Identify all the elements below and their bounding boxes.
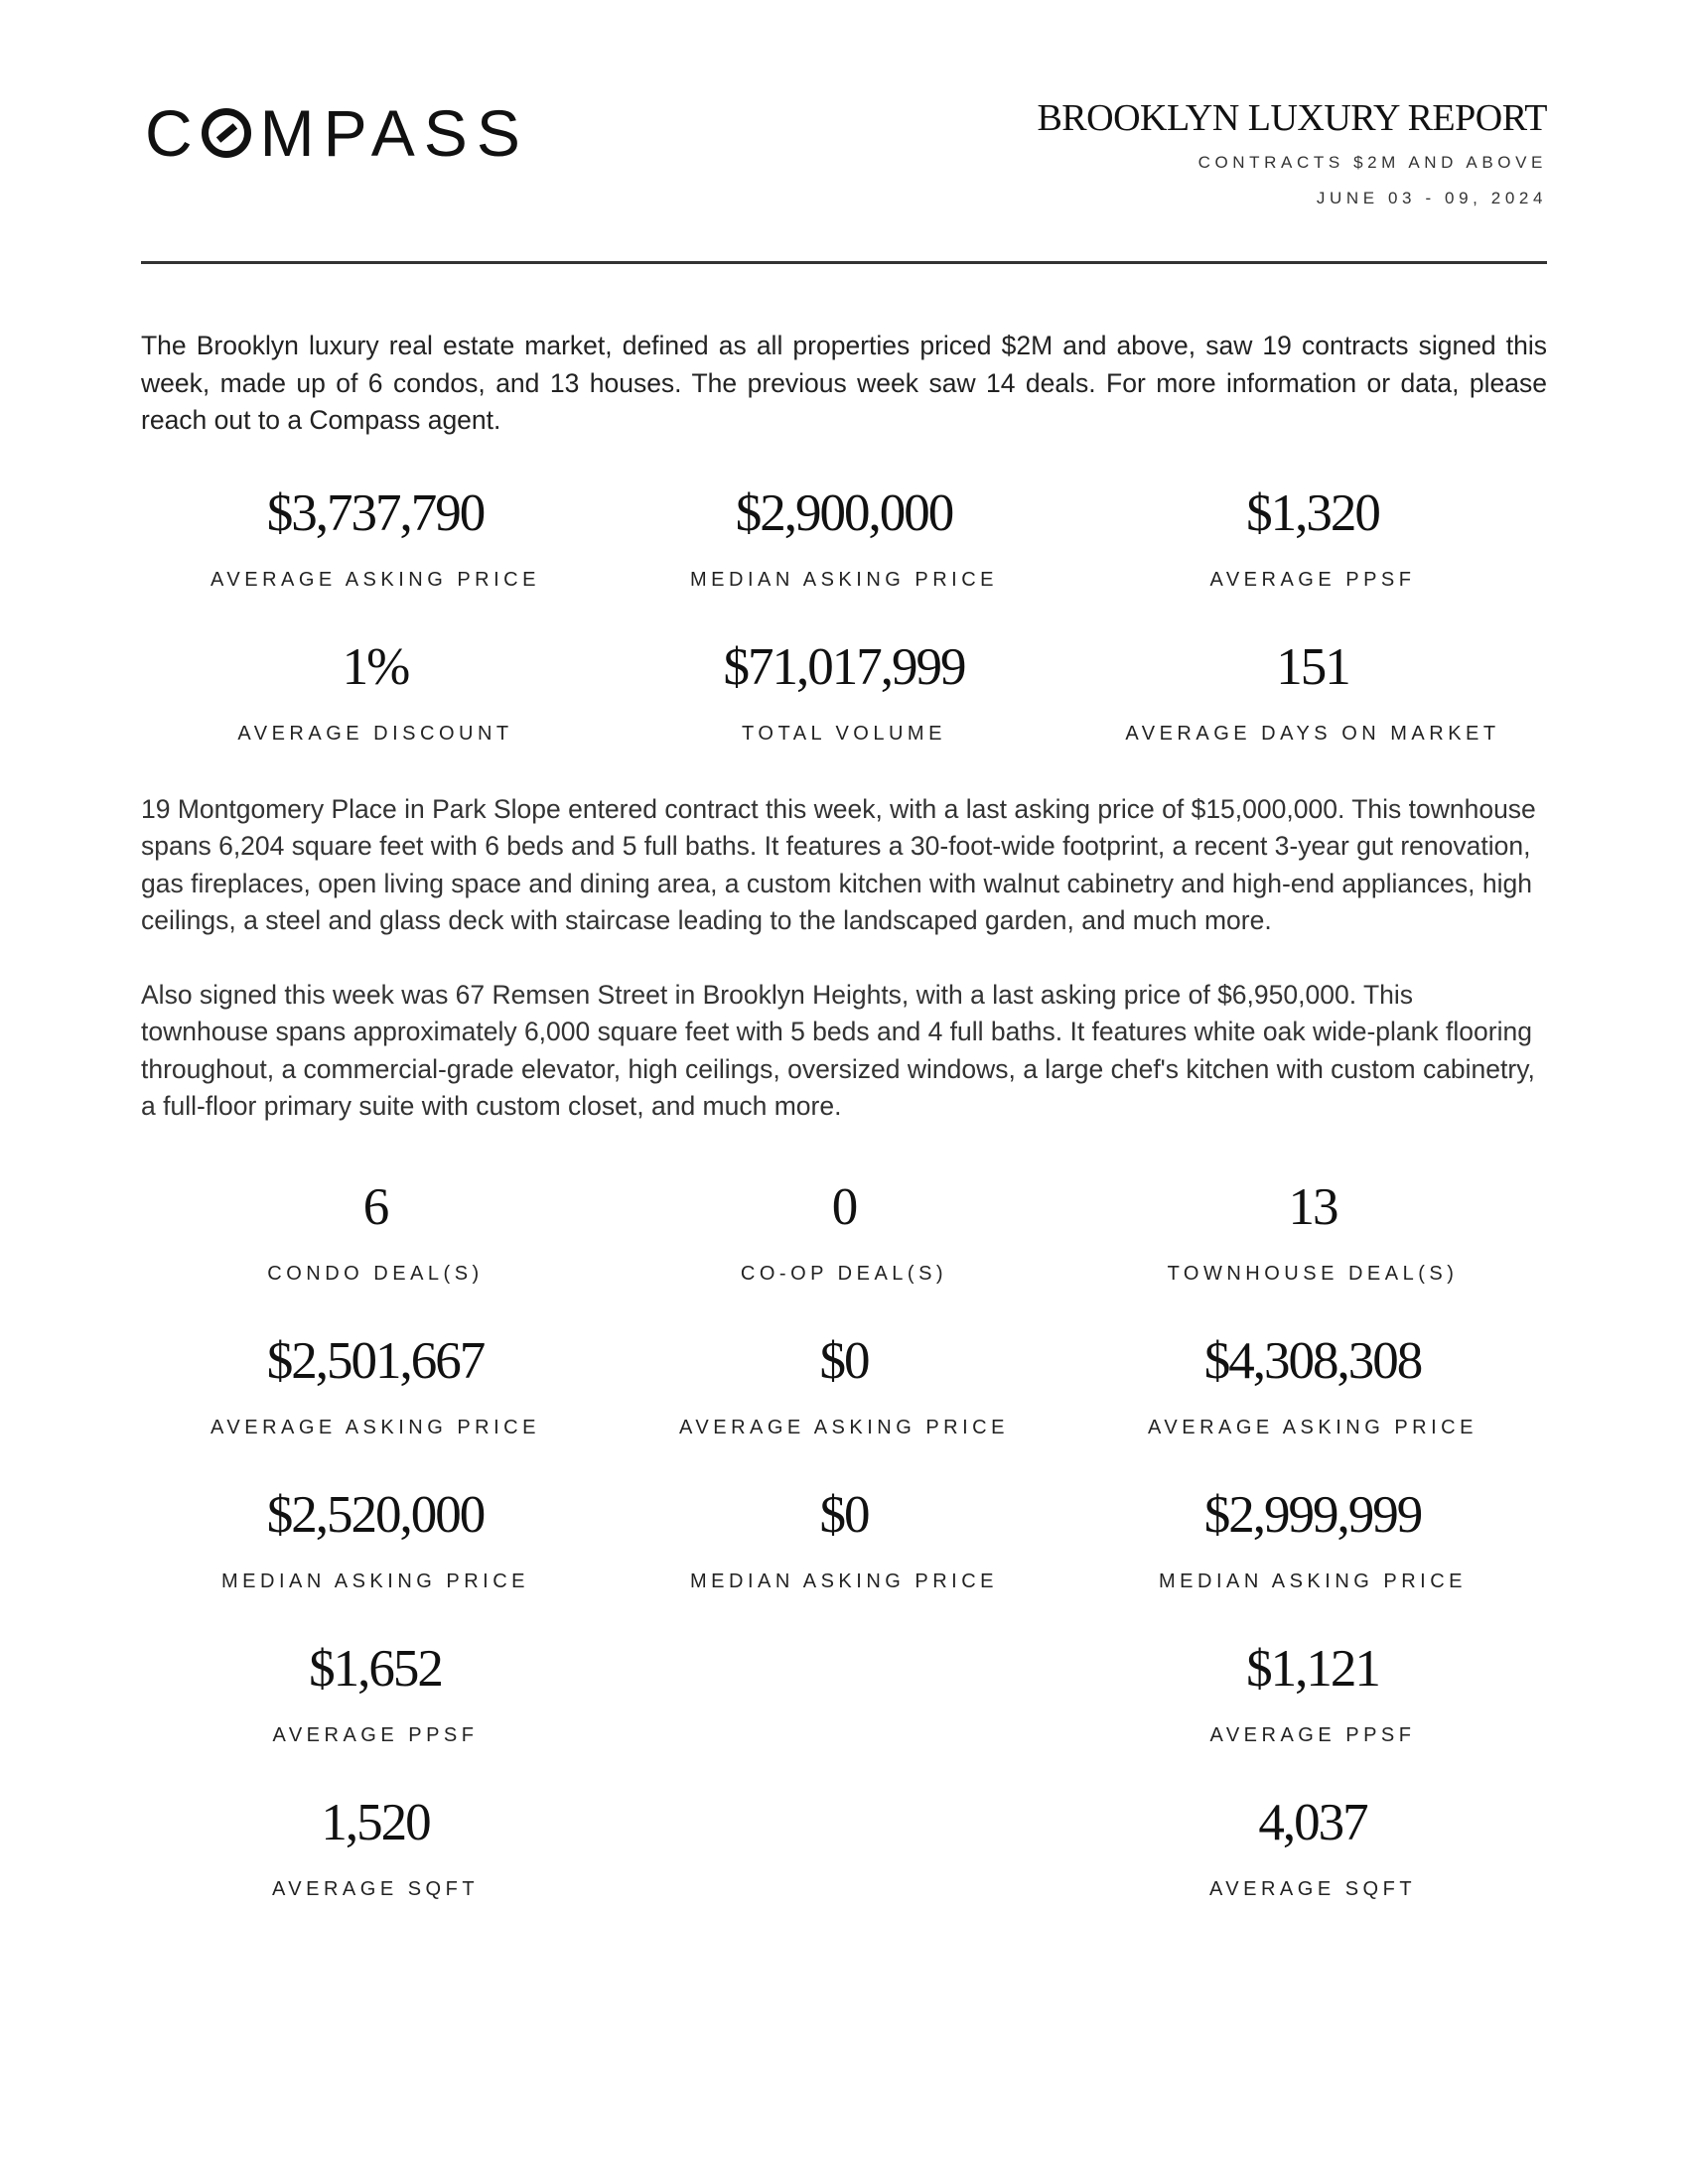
stat-value: $0 — [819, 1331, 869, 1390]
stat-total-volume — [610, 637, 1078, 745]
property-type-breakdown-grid — [141, 1177, 1547, 1900]
report-title: BROOKLYN LUXURY REPORT — [1037, 97, 1547, 139]
stat-label: MEDIAN ASKING PRICE — [221, 1570, 529, 1592]
stat-label: AVERAGE ASKING PRICE — [1148, 1416, 1477, 1438]
stat-value: $2,900,000 — [735, 483, 953, 542]
stat-value: $71,017,999 — [723, 637, 965, 696]
townhouse-average-asking-price — [1078, 1331, 1547, 1438]
stat-value: $2,999,999 — [1203, 1485, 1422, 1544]
stat-value: $4,308,308 — [1203, 1331, 1422, 1390]
report-date-range: JUNE 03 - 09, 2024 — [1316, 189, 1547, 207]
stat-label: AVERAGE SQFT — [1208, 1877, 1417, 1900]
stat-average-ppsf — [1078, 483, 1547, 591]
stat-value: $0 — [819, 1485, 869, 1544]
stat-value: 6 — [362, 1177, 388, 1236]
compass-o-icon — [202, 108, 251, 158]
stat-label: AVERAGE DISCOUNT — [237, 722, 513, 745]
stat-label: TOTAL VOLUME — [742, 722, 946, 745]
stat-label: CONDO DEAL(S) — [267, 1262, 484, 1285]
stat-label: CO-OP DEAL(S) — [740, 1262, 948, 1285]
stat-value: $2,501,667 — [266, 1331, 485, 1390]
stat-label: MEDIAN ASKING PRICE — [690, 568, 998, 591]
stat-value: 4,037 — [1258, 1793, 1367, 1851]
stat-label: TOWNHOUSE DEAL(S) — [1167, 1262, 1459, 1285]
stat-value: 13 — [1288, 1177, 1337, 1236]
condo-average-ppsf — [141, 1639, 610, 1746]
stat-average-asking-price — [141, 483, 610, 591]
stat-average-discount — [141, 637, 610, 745]
report-title-block — [1037, 99, 1547, 206]
coop-empty-cell — [610, 1643, 1078, 1745]
townhouse-average-ppsf — [1078, 1639, 1547, 1746]
stat-label: AVERAGE ASKING PRICE — [679, 1416, 1009, 1438]
stat-value: 151 — [1276, 637, 1349, 696]
stat-value: $1,121 — [1246, 1639, 1379, 1698]
stat-median-asking-price — [610, 483, 1078, 591]
coop-deals — [610, 1177, 1078, 1285]
townhouse-deals — [1078, 1177, 1547, 1285]
report-header — [141, 0, 1547, 264]
condo-average-asking-price — [141, 1331, 610, 1438]
stat-label: MEDIAN ASKING PRICE — [1159, 1570, 1467, 1592]
stat-label: AVERAGE PPSF — [1209, 1723, 1416, 1746]
logo-wordmark — [145, 96, 529, 170]
highlight-paragraph-remsen: Also signed this week was 67 Remsen Street in Brooklyn Heights, with a last asking price of $6,950,000. This townhouse spans approximately 6,000 square feet with 5 beds and 4 full baths. It features white oak wide-plank flooring throughout, a commercial-grade elevator, high ceilings, oversized windows, a large chef's kitchen with custom cabinetry, a full-floor primary suite with custom closet, and much more. — [141, 979, 1535, 1121]
stat-label: AVERAGE DAYS ON MARKET — [1125, 722, 1500, 745]
stat-label: AVERAGE SQFT — [271, 1877, 480, 1900]
report-subtitle: CONTRACTS $2M AND ABOVE — [1197, 153, 1547, 172]
report-page — [141, 0, 1547, 1899]
logo-letter-c: C — [145, 96, 202, 170]
stat-average-days-on-market — [1078, 637, 1547, 745]
stat-value: $3,737,790 — [266, 483, 485, 542]
stat-label: MEDIAN ASKING PRICE — [690, 1570, 998, 1592]
coop-median-asking-price — [610, 1485, 1078, 1592]
stat-label: AVERAGE PPSF — [272, 1723, 479, 1746]
stat-label: AVERAGE PPSF — [1209, 568, 1416, 591]
stat-label: AVERAGE ASKING PRICE — [211, 568, 540, 591]
townhouse-median-asking-price — [1078, 1485, 1547, 1592]
condo-average-sqft — [141, 1793, 610, 1900]
intro-paragraph: The Brooklyn luxury real estate market, defined as all properties priced $2M and above, saw 19 contracts signed this week, made up of 6 condos, and 13 houses. The previous week saw 14 deals. For more information or data, please reach out to a Compass agent. — [141, 331, 1547, 435]
stat-value: 1% — [342, 637, 409, 696]
stat-value: $1,320 — [1246, 483, 1379, 542]
coop-average-asking-price — [610, 1331, 1078, 1438]
stat-value: 1,520 — [321, 1793, 430, 1851]
stat-value: $2,520,000 — [266, 1485, 485, 1544]
logo-letters-mpass: MPASS — [259, 96, 529, 170]
stat-label: AVERAGE ASKING PRICE — [211, 1416, 540, 1438]
townhouse-average-sqft — [1078, 1793, 1547, 1900]
compass-logo — [145, 96, 529, 170]
header-divider — [141, 261, 1547, 264]
condo-median-asking-price — [141, 1485, 610, 1592]
highlight-paragraph-montgomery: 19 Montgomery Place in Park Slope entered contract this week, with a last asking price of $15,000,000. This townhouse spans 6,204 square feet with 6 beds and 5 full baths. It features a 30-foot-wide footprint, a recent 3-year gut renovation, gas fireplaces, open living space and dining area, a custom kitchen with walnut cabinetry and high-end appliances, high ceilings, a steel and glass deck with staircase leading to the landscaped garden, and much more. — [141, 793, 1536, 935]
coop-empty-cell — [610, 1797, 1078, 1899]
summary-stats-grid — [141, 483, 1547, 745]
stat-value: 0 — [831, 1177, 857, 1236]
condo-deals — [141, 1177, 610, 1285]
stat-value: $1,652 — [309, 1639, 442, 1698]
